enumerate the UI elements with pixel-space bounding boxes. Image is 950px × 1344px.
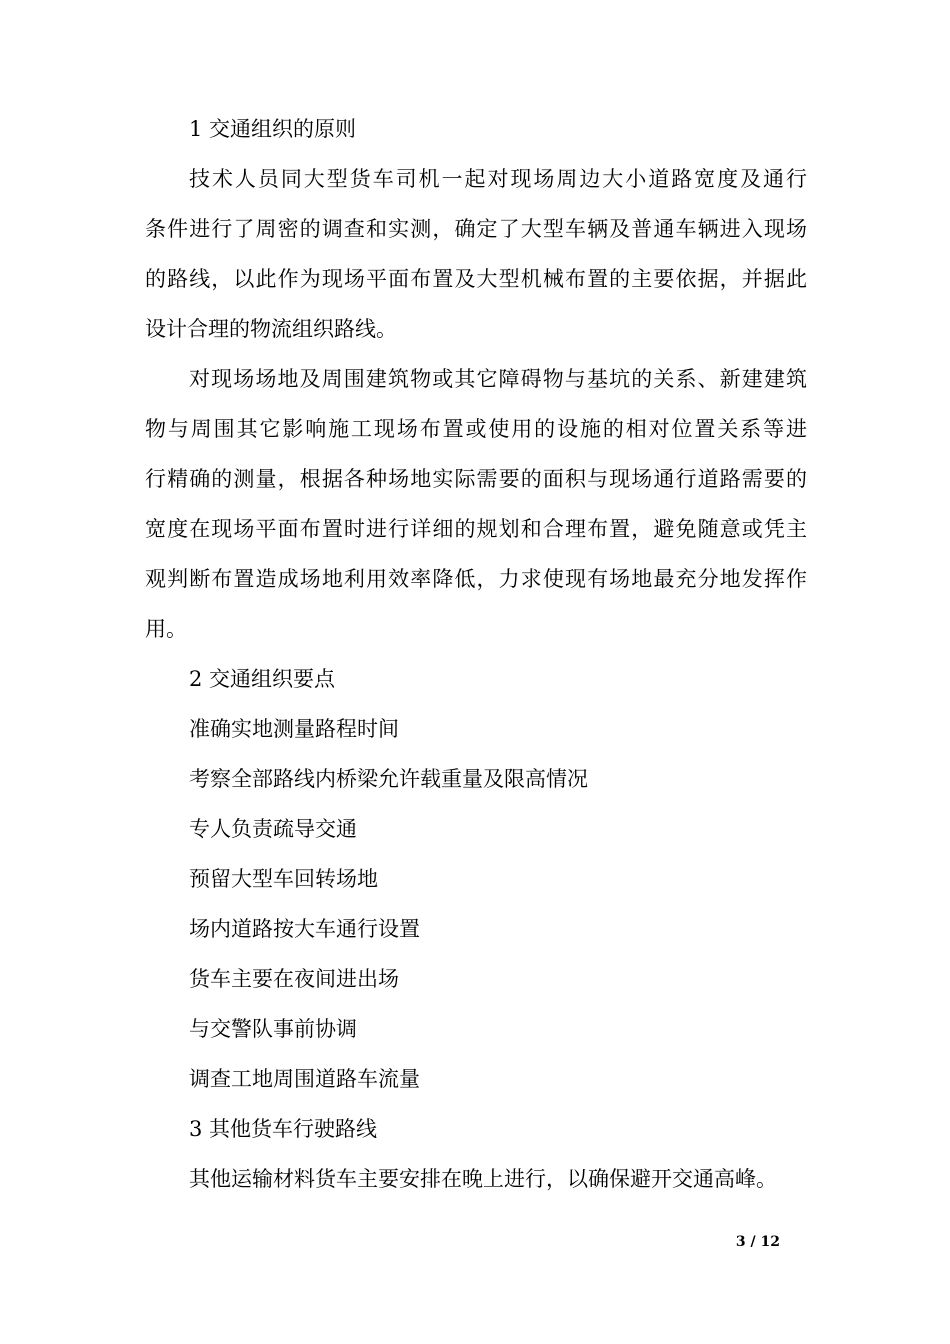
paragraph-2-line-4: 宽度在现场平面布置时进行详细的规划和合理布置，避免随意或凭主	[145, 517, 807, 541]
paragraph-1-line-2: 条件进行了周密的调查和实测，确定了大型车辆及普通车辆进入现场	[145, 217, 807, 241]
section-heading-1: 1 交通组织的原则	[189, 117, 357, 141]
document-body	[145, 104, 807, 1204]
list-item: 调查工地周围道路车流量	[189, 1067, 420, 1091]
paragraph-1-line-3: 的路线，以此作为现场平面布置及大型机械布置的主要依据，并据此	[145, 267, 807, 291]
section-heading-2: 2 交通组织要点	[189, 667, 336, 691]
list-item: 准确实地测量路程时间	[189, 717, 399, 741]
list-item: 场内道路按大车通行设置	[189, 917, 420, 941]
paragraph-1-line-4: 设计合理的物流组织路线。	[145, 317, 397, 341]
list-item: 考察全部路线内桥梁允许载重量及限高情况	[189, 767, 588, 791]
section-heading-3: 3 其他货车行驶路线	[189, 1117, 378, 1141]
paragraph-2-line-2: 物与周围其它影响施工现场布置或使用的设施的相对位置关系等进	[145, 417, 807, 441]
paragraph-2-line-1: 对现场场地及周围建筑物或其它障碍物与基坑的关系、新建建筑	[189, 367, 807, 391]
list-item: 货车主要在夜间进出场	[189, 967, 399, 991]
list-item: 预留大型车回转场地	[189, 867, 378, 891]
paragraph-2-line-3: 行精确的测量，根据各种场地实际需要的面积与现场通行道路需要的	[145, 467, 807, 491]
list-item: 与交警队事前协调	[189, 1017, 357, 1041]
paragraph-1-line-1: 技术人员同大型货车司机一起对现场周边大小道路宽度及通行	[189, 167, 807, 191]
paragraph-3-line-1: 其他运输材料货车主要安排在晚上进行，以确保避开交通高峰。	[189, 1167, 777, 1191]
paragraph-2-line-5: 观判断布置造成场地利用效率降低，力求使现有场地最充分地发挥作	[145, 567, 807, 591]
paragraph-2-line-6: 用。	[145, 617, 187, 641]
list-item: 专人负责疏导交通	[189, 817, 357, 841]
page-number: 3 / 12	[735, 1234, 780, 1250]
